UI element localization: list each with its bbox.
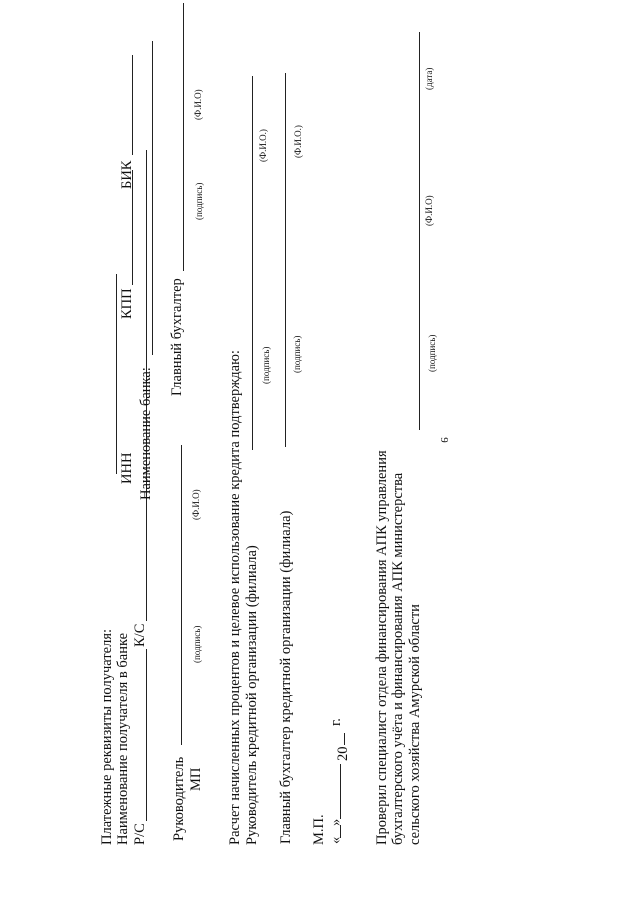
page-number: 9 [437, 437, 450, 443]
date-month-line [340, 764, 341, 819]
date-close-quote: » [328, 818, 344, 826]
chief-fio-caption: (Ф.И.О) [193, 89, 203, 120]
bik-line [132, 55, 133, 155]
bank-accountant-signature-line [285, 73, 286, 447]
bank-head-signature-line [252, 76, 253, 450]
bank-head-label: Руководитель кредитной организации (филиала) [244, 545, 260, 845]
chief-podpis-caption: (подпись) [194, 182, 204, 220]
head-signature-line [181, 445, 182, 745]
date-open-quote: « [328, 836, 344, 844]
mp-label: МП [188, 767, 204, 791]
inn-line [116, 274, 117, 474]
date-day-line [340, 825, 341, 838]
mp-stamp-label: М.П. [311, 814, 327, 845]
rs-label: Р/С [132, 823, 148, 845]
rs-line [146, 649, 147, 821]
bank-accountant-podpis-caption: (подпись) [292, 335, 302, 373]
payment-heading: Платежные реквизиты получателя: [99, 628, 115, 845]
bank-accountant-label: Главный бухгалтер кредитной организации (филиала) [278, 510, 294, 844]
checked-date-caption: (дата) [424, 67, 434, 90]
year-line [344, 733, 345, 745]
checked-fio-caption: (Ф.И.О) [424, 195, 434, 226]
head-fio-caption: (Ф.И.О) [191, 489, 201, 520]
ks-label: К/С [132, 623, 148, 647]
bank-recipient-name-label: Наименование получателя в банке [115, 632, 131, 845]
bank-name-line [152, 41, 153, 355]
checked-signature-line [419, 32, 420, 430]
head-title: Руководитель [171, 756, 187, 841]
checked-line2: бухгалтерского учёта и финансирования АПК министерства [390, 472, 406, 845]
inn-label: ИНН [119, 452, 135, 484]
confirm-heading: Расчет начисленных процентов и целевое использование кредита подтверждаю: [227, 350, 243, 845]
bank-accountant-fio-caption: (Ф.И.О.) [293, 125, 303, 158]
year-prefix: 20 [335, 746, 351, 761]
chief-accountant-line [183, 3, 184, 271]
year-suffix: г. [328, 718, 344, 726]
checked-podpis-caption: (подпись) [427, 334, 437, 372]
bank-name-label: Наименование банка: [138, 367, 154, 500]
bank-head-podpis-caption: (подпись) [261, 346, 271, 384]
checked-line1: Проверил специалист отдела финансирования АПК управления [374, 450, 390, 845]
bik-label: БИК [119, 160, 135, 189]
chief-accountant-title: Главный бухгалтер [169, 278, 185, 396]
kpp-label: КПП [119, 288, 135, 319]
head-podpis-caption: (подпись) [192, 625, 202, 663]
checked-line3: сельского хозяйства Амурской области [407, 604, 423, 845]
bank-head-fio-caption: (Ф.И.О.) [258, 129, 268, 162]
